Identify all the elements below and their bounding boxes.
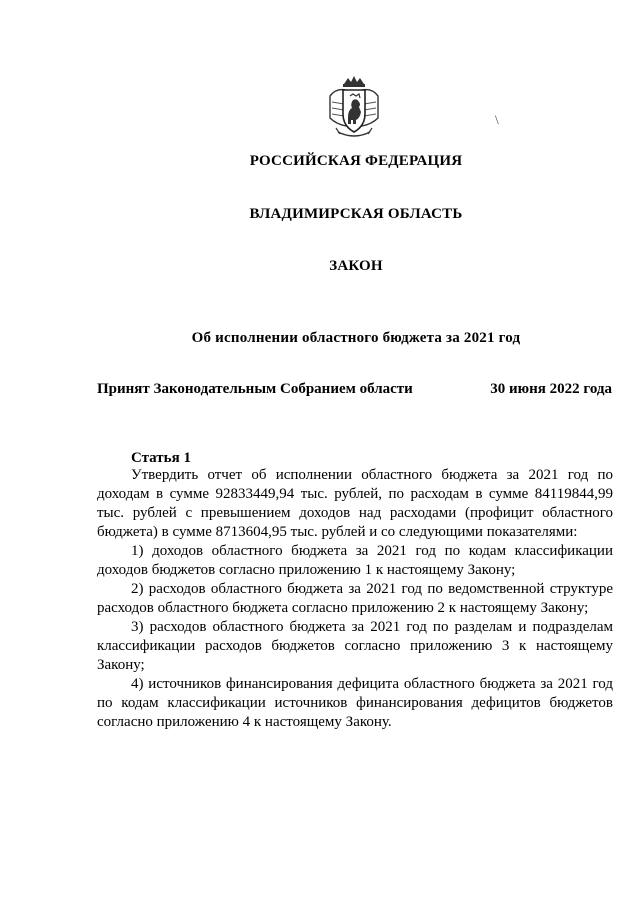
adopted-by: Принят Законодательным Собранием области xyxy=(97,381,413,397)
article-paragraph: 1) доходов областного бюджета за 2021 год по кодам классификации доходов бюджетов согласно приложению 1 к настоящему Закону; xyxy=(97,543,613,578)
law-title: Об исполнении областного бюджета за 2021 год xyxy=(191,330,521,346)
article-paragraph: Утвердить отчет об исполнении областного бюджета за 2021 год по доходам в сумме 92833449,94 тыс. рублей, по расходам в сумме 84119844,99 тыс. рублей с превышением доходов над расходами (профицит областного бюджета) в сумме 8713604,95 тыс. рублей и со следующими показателями: xyxy=(97,467,613,540)
scan-mark: \ xyxy=(495,112,499,127)
document-type-heading: ЗАКОН xyxy=(329,258,383,274)
article-paragraph: 2) расходов областного бюджета за 2021 год по ведомственной структуре расходов областного бюджета согласно приложению 2 к настоящему Закону; xyxy=(97,581,613,616)
article-body xyxy=(97,466,613,732)
region-heading: ВЛАДИМИРСКАЯ ОБЛАСТЬ xyxy=(249,206,463,222)
coat-of-arms-icon xyxy=(326,74,382,140)
article-paragraph: 3) расходов областного бюджета за 2021 год по разделам и подразделам классификации расходов бюджетов согласно приложению 3 к настоящему Закону; xyxy=(97,619,613,673)
country-heading: РОССИЙСКАЯ ФЕДЕРАЦИЯ xyxy=(249,153,463,169)
adoption-date: 30 июня 2022 года xyxy=(490,381,612,397)
article-title: Статья 1 xyxy=(131,450,191,466)
article-paragraph: 4) источников финансирования дефицита областного бюджета за 2021 год по кодам классификации источников финансирования дефицитов бюджетов согласно приложению 4 к настоящему Закону. xyxy=(97,676,613,730)
adoption-line xyxy=(97,381,612,398)
